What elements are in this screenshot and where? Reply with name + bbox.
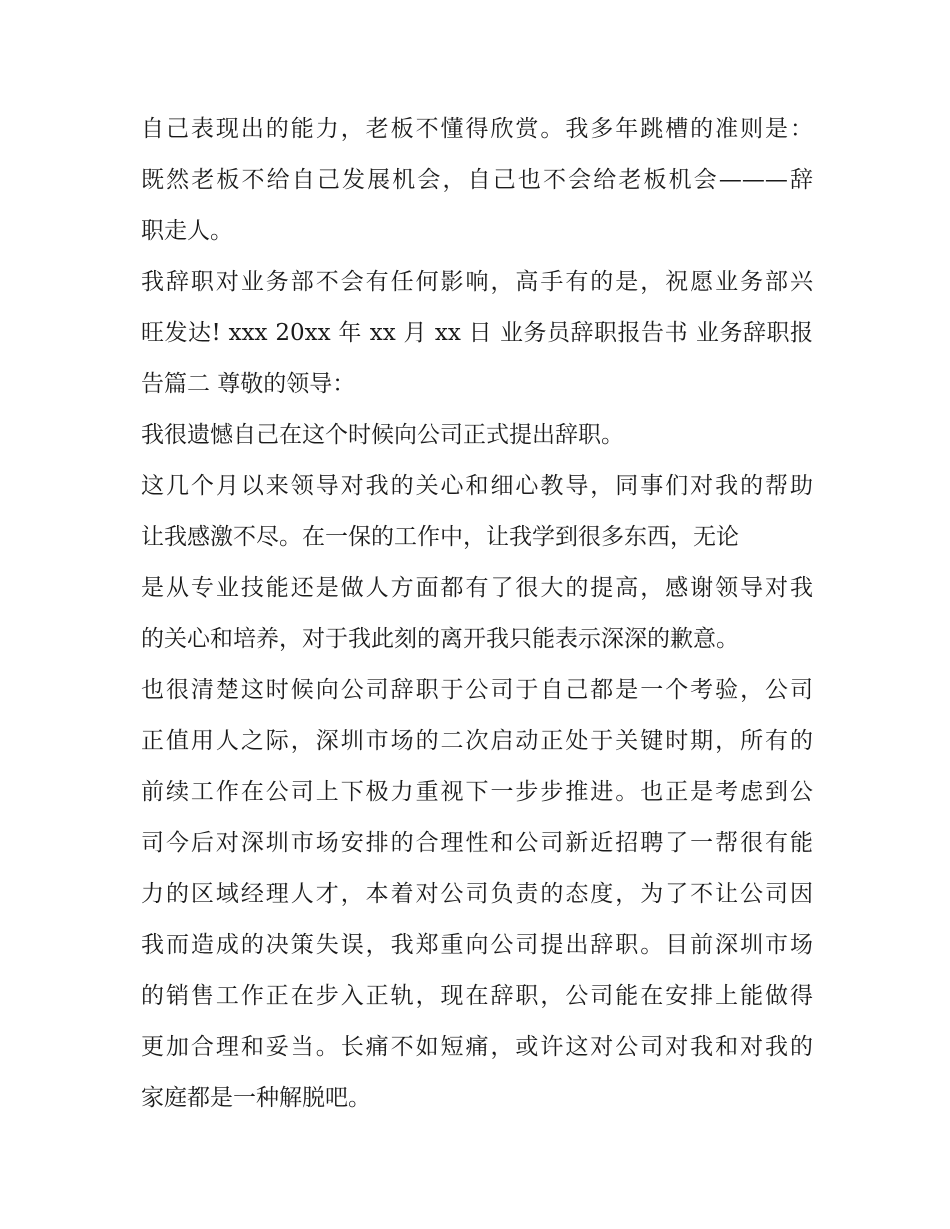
text-line: 前续工作在公司上下极力重视下一步步推进。也正是考虑到公	[141, 779, 813, 805]
text-line: 的销售工作正在步入正轨，现在辞职，公司能在安排上能做得	[141, 983, 813, 1009]
text-line: 职走人。	[141, 218, 233, 244]
text-line: 也很清楚这时候向公司辞职于公司于自己都是一个考验，公司	[141, 677, 813, 703]
text-line: 这几个月以来领导对我的关心和细心教导，同事们对我的帮助	[141, 473, 813, 499]
text-line: 既然老板不给自己发展机会，自己也不会给老板机会———辞	[141, 167, 813, 193]
text-line: 更加合理和妥当。长痛不如短痛，或许这对公司对我和对我的	[141, 1034, 813, 1060]
text-line: 我辞职对业务部不会有任何影响，高手有的是，祝愿业务部兴	[141, 269, 813, 295]
text-line: 告篇二 尊敬的领导：	[141, 371, 356, 397]
text-line: 是从专业技能还是做人方面都有了很大的提高，感谢领导对我	[141, 575, 813, 601]
text-line: 正值用人之际，深圳市场的二次启动正处于关键时期，所有的	[141, 728, 813, 754]
text-line: 家庭都是一种解脱吧。	[141, 1085, 371, 1111]
text-line: 我很遗憾自己在这个时候向公司正式提出辞职。	[141, 422, 624, 448]
text-line: 力的区域经理人才，本着对公司负责的态度，为了不让公司因	[141, 881, 813, 907]
body-text	[141, 104, 813, 1124]
text-line: 让我感激不尽。在一保的工作中，让我学到很多东西，无论	[141, 524, 739, 550]
text-line: 的关心和培养，对于我此刻的离开我只能表示深深的歉意。	[141, 626, 739, 652]
text-line: 旺发达! xxx 20xx 年 xx 月 xx 日 业务员辞职报告书 业务辞职报	[141, 320, 813, 346]
text-line: 自己表现出的能力，老板不懂得欣赏。我多年跳槽的准则是：	[141, 116, 813, 142]
text-line: 司今后对深圳市场安排的合理性和公司新近招聘了一帮很有能	[141, 830, 813, 856]
text-line: 我而造成的决策失误，我郑重向公司提出辞职。目前深圳市场	[141, 932, 813, 958]
